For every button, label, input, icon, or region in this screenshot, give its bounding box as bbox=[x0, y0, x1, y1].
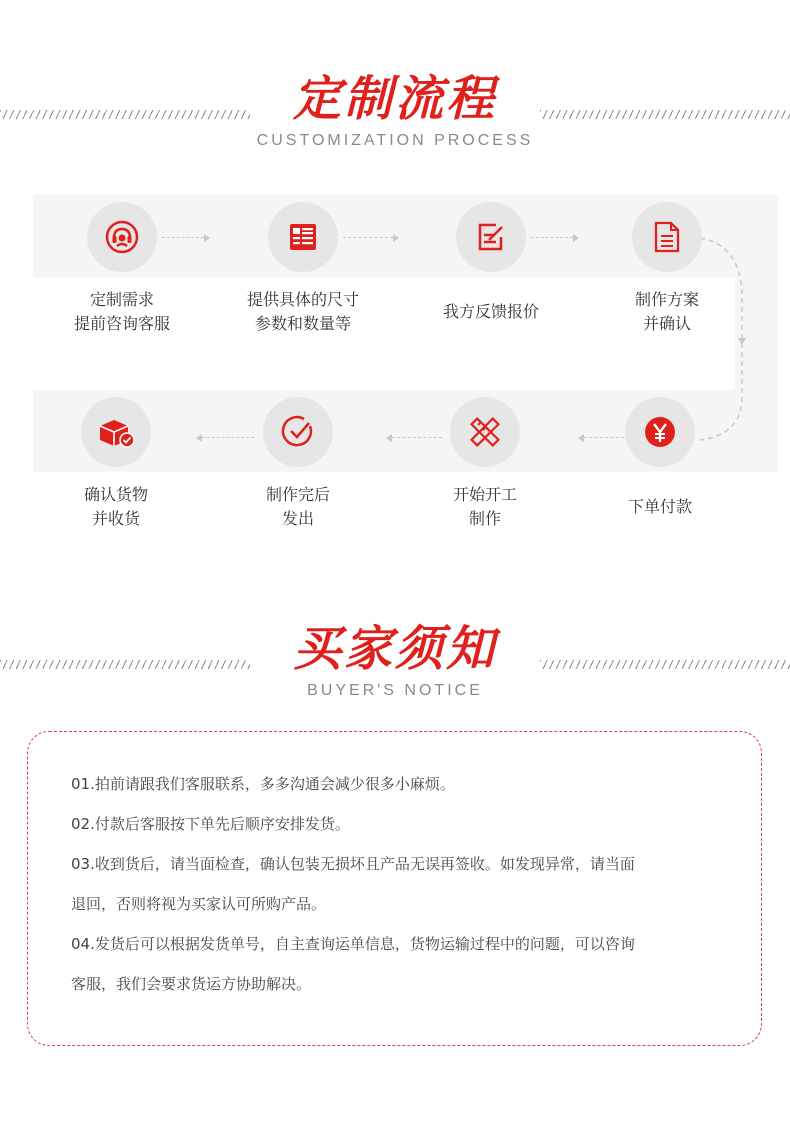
notice-item-2: 02.付款后客服按下单先后顺序安排发货。 bbox=[71, 815, 350, 833]
step-receive-line1: 确认货物 bbox=[83, 485, 148, 504]
check-circle-icon bbox=[263, 397, 333, 467]
step-quote bbox=[416, 202, 566, 324]
ruler-pencil-icon bbox=[450, 397, 520, 467]
connector-arrow-6 bbox=[196, 434, 202, 442]
step-provide-specs-line1: 提供具体的尺寸 bbox=[246, 290, 359, 309]
step-production-line1: 开始开工 bbox=[452, 485, 517, 504]
notice-item-3-cont: 退回，否则将视为买家认可所购产品。 bbox=[71, 895, 327, 913]
package-check-icon bbox=[81, 397, 151, 467]
step-consult-line1: 定制需求 bbox=[89, 290, 154, 309]
notice-title: 买家须知 bbox=[292, 621, 497, 677]
step-confirm-plan-line2: 并确认 bbox=[642, 314, 691, 333]
document-icon bbox=[632, 202, 702, 272]
notice-box bbox=[27, 731, 762, 1046]
notice-item-4-cont: 客服，我们会要求货运方协助解决。 bbox=[71, 975, 312, 993]
form-list-icon bbox=[268, 202, 338, 272]
step-ship-line2: 发出 bbox=[281, 509, 314, 528]
step-quote-line1: 我方反馈报价 bbox=[442, 302, 539, 321]
headset-icon bbox=[87, 202, 157, 272]
step-consult-line2: 提前咨询客服 bbox=[73, 314, 170, 333]
step-consult bbox=[47, 202, 197, 336]
step-payment-line1: 下单付款 bbox=[627, 497, 692, 516]
connector-arrow-4 bbox=[578, 434, 584, 442]
notice-subtitle: BUYER'S NOTICE bbox=[307, 682, 483, 699]
notice-item-1: 01.拍前请跟我们客服联系，多多沟通会减少很多小麻烦。 bbox=[71, 775, 455, 793]
process-title: 定制流程 bbox=[292, 71, 497, 127]
yen-coin-icon bbox=[625, 397, 695, 467]
step-ship-line1: 制作完后 bbox=[265, 485, 330, 504]
connector-arrow-5 bbox=[386, 434, 392, 442]
step-confirm-plan bbox=[592, 202, 742, 336]
step-receive-line2: 并收货 bbox=[91, 509, 140, 528]
step-production bbox=[410, 397, 560, 531]
edit-quote-icon bbox=[456, 202, 526, 272]
notice-item-3: 03.收到货后，请当面检查，确认包装无损坏且产品无误再签收。如发现异常，请当面 bbox=[71, 855, 635, 873]
connector-arrow-1 bbox=[204, 234, 210, 242]
notice-item-4: 04.发货后可以根据发货单号，自主查询运单信息，货物运输过程中的问题，可以咨询 bbox=[71, 935, 635, 953]
step-ship bbox=[223, 397, 373, 531]
step-receive bbox=[41, 397, 191, 531]
notice-header bbox=[0, 620, 790, 710]
step-production-line2: 制作 bbox=[468, 509, 501, 528]
step-provide-specs bbox=[228, 202, 378, 336]
connector-arrow-2 bbox=[393, 234, 399, 242]
process-header bbox=[0, 70, 790, 160]
step-confirm-plan-line1: 制作方案 bbox=[634, 290, 699, 309]
process-subtitle: CUSTOMIZATION PROCESS bbox=[256, 132, 534, 149]
step-payment bbox=[585, 397, 735, 519]
step-provide-specs-line2: 参数和数量等 bbox=[254, 314, 351, 333]
connector-arrow-3 bbox=[573, 234, 579, 242]
